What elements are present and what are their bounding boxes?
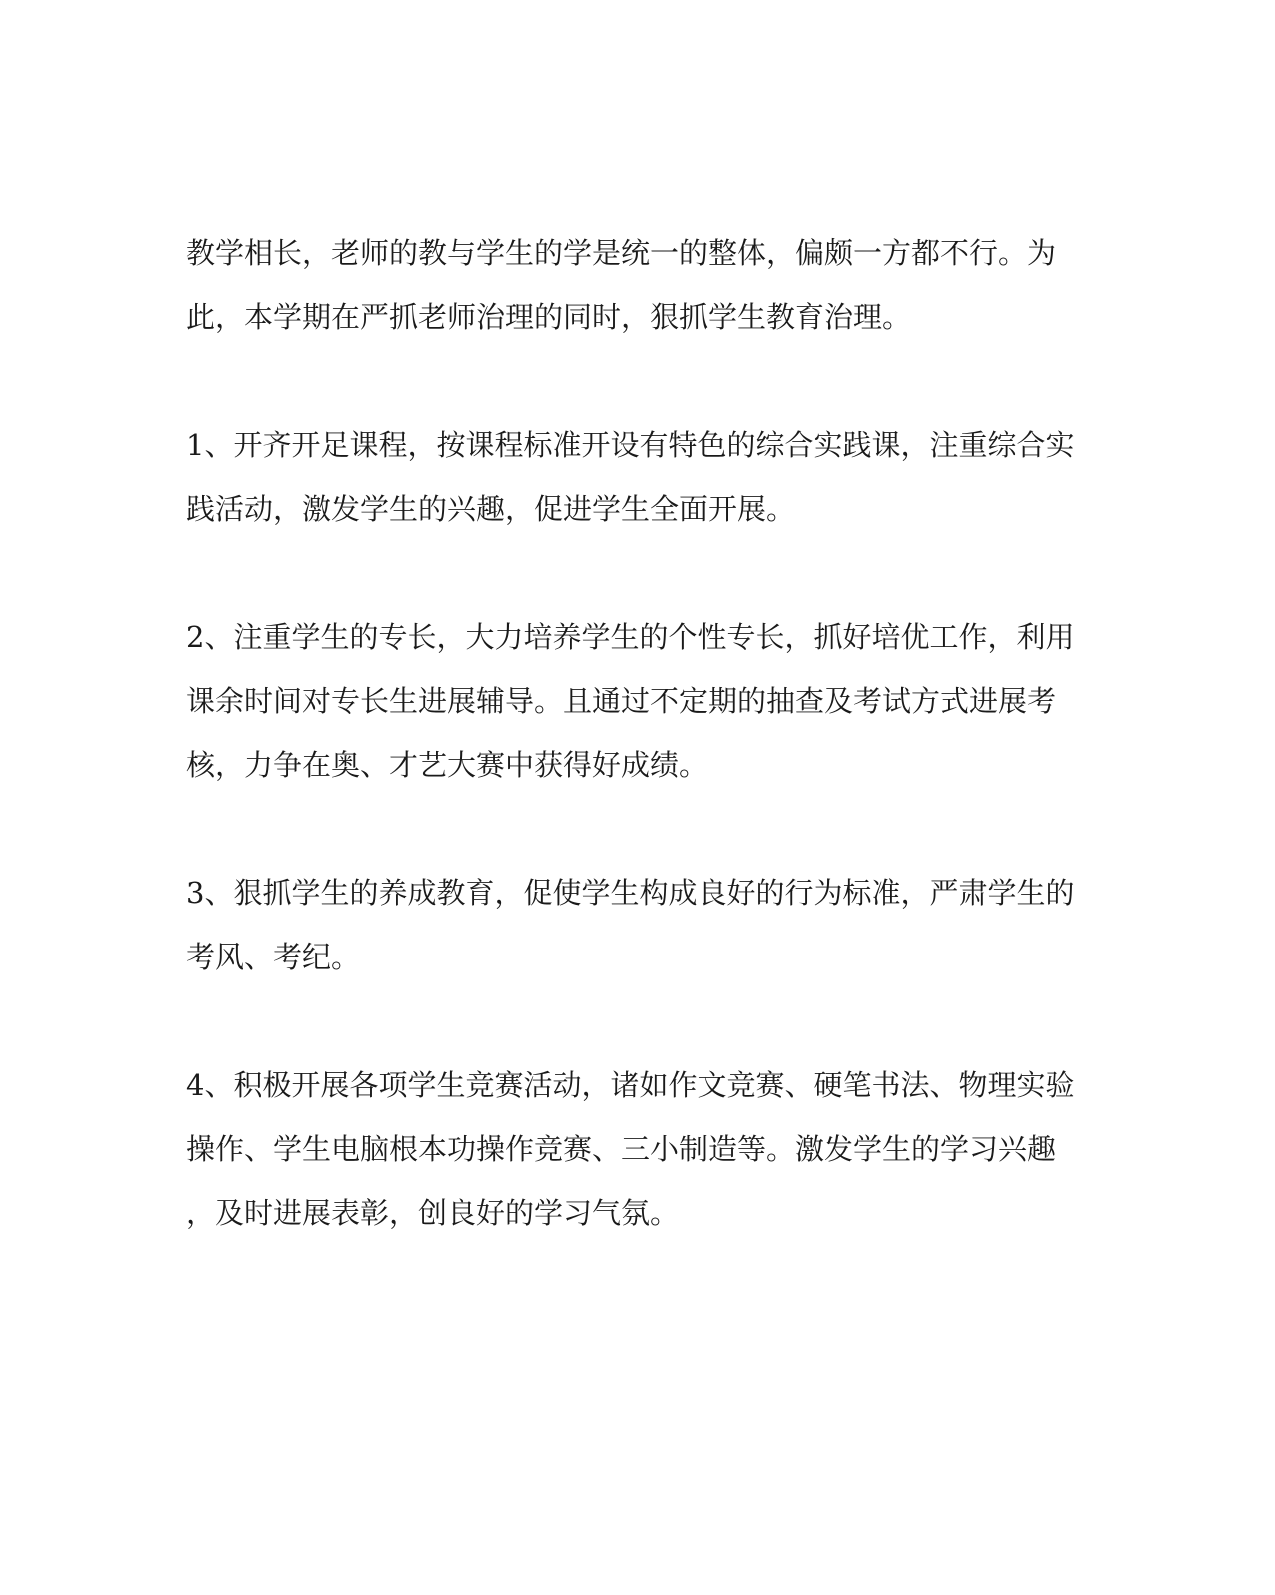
text-line: 核，力争在奥、才艺大赛中获得好成绩。 [186,748,709,782]
text-line: 2、注重学生的专长，大力培养学生的个性专长，抓好培优工作，利用 [186,620,1075,654]
paragraph-item-4 [186,1053,1075,1245]
text-line: 操作、学生电脑根本功操作竞赛、三小制造等。激发学生的学习兴趣 [186,1132,1057,1166]
text-line: ，及时进展表彰，创良好的学习气氛。 [186,1196,680,1230]
text-line: 课余时间对专长生进展辅导。且通过不定期的抽查及考试方式进展考 [186,684,1057,718]
text-line: 考风、考纪。 [186,940,361,974]
text-line: 此，本学期在严抓老师治理的同时，狠抓学生教育治理。 [186,300,912,334]
text-line: 3、狠抓学生的养成教育，促使学生构成良好的行为标准，严肃学生的 [186,876,1075,910]
paragraph-intro [186,221,1066,349]
text-line: 教学相长，老师的教与学生的学是统一的整体，偏颇一方都不行。为 [186,236,1057,270]
document-body [186,221,1075,1309]
paragraph-item-3 [186,861,1075,989]
text-line: 4、积极开展各项学生竞赛活动，诸如作文竞赛、硬笔书法、物理实验 [186,1068,1075,1102]
paragraph-item-1 [186,413,1075,541]
paragraph-item-2 [186,605,1075,797]
text-line: 践活动，激发学生的兴趣，促进学生全面开展。 [186,492,796,526]
text-line: 1、开齐开足课程，按课程标准开设有特色的综合实践课，注重综合实 [186,428,1075,462]
